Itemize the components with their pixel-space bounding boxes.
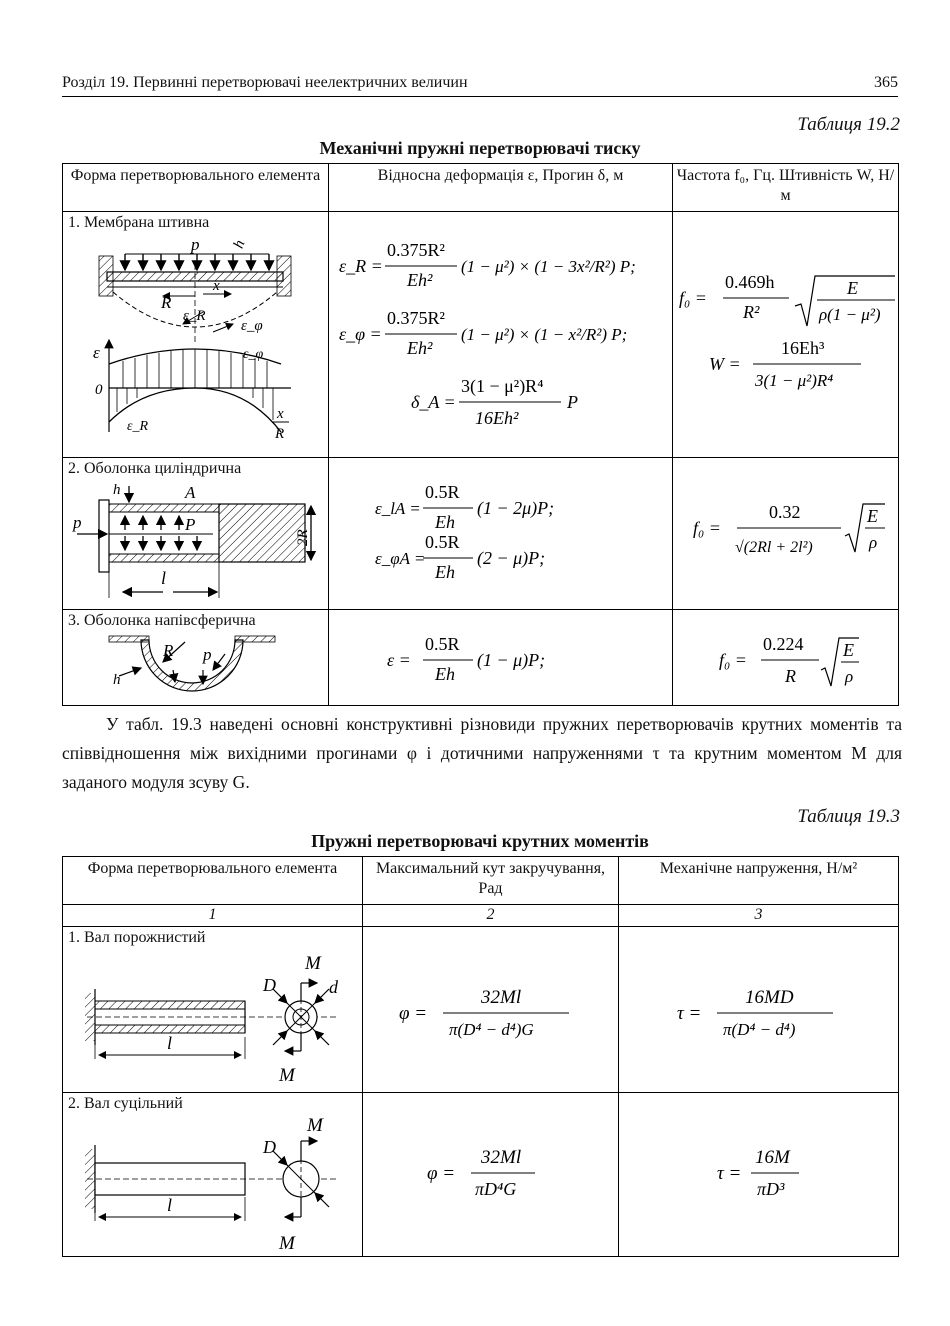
table-19-3-caption: Таблиця 19.3 — [797, 806, 900, 827]
fig4-label-l: l — [167, 1033, 173, 1053]
t2-row2-tau — [619, 1093, 899, 1257]
t1-row2-formulas — [329, 458, 673, 610]
formula-W-num: 16Eh³ — [781, 338, 825, 358]
fig2-label-P: P — [185, 515, 196, 534]
fig5-label-l: l — [167, 1195, 173, 1215]
formula-delta-tail: P — [567, 392, 578, 412]
formula-f0c-sqrt-num: E — [867, 506, 878, 526]
formula-tau1-num: 16MD — [745, 987, 794, 1008]
fig-label-ephi-plot: ε_φ — [243, 347, 264, 362]
fig-label-zero: 0 — [95, 382, 103, 398]
table-19-2-caption: Таблиця 19.2 — [797, 114, 900, 135]
formula-epsR-tail: (1 − μ²) × (1 − 3x²/R²) P; — [461, 257, 636, 276]
fig3-label-p: p — [203, 645, 212, 664]
fig2-label-2R: 2R — [295, 529, 311, 546]
t1-row1-label: 1. Мембрана штивна — [68, 214, 210, 231]
formula-epsR-lhs: ε_R = — [339, 256, 383, 276]
t1-header-form: Форма перетворювального елемента — [63, 164, 329, 212]
formula-f0-sqrt-num: E — [847, 278, 858, 298]
fig3-label-h: h — [113, 672, 121, 688]
fig-label-R-axis: R — [275, 426, 285, 442]
t1-row1-frequency — [673, 212, 899, 458]
formula-f0h-num: 0.224 — [763, 634, 804, 654]
formula-ephiA-tail: (2 − μ)P; — [477, 548, 546, 568]
t2-header-angle: Максимальний кут закручування, Рад — [363, 857, 619, 905]
t1-row3-formulas — [329, 610, 673, 706]
page-number: 365 — [874, 74, 898, 91]
fig-label-p: p — [191, 235, 200, 254]
t1-row3-frequency — [673, 610, 899, 706]
formula-f0h-lhs: f₀ = — [719, 650, 747, 670]
formula-f0c-lhs: f₀ = — [693, 518, 721, 538]
body-paragraph: У табл. 19.3 наведені основні конструктивні різновиди пружних перетворювачів крутних моментів та співвідношення між вихідними прогинами φ і дотичними напруженнями τ та крутним моментом M для заданого модуля зсуву G. — [62, 714, 902, 792]
formula-ephi-den: Eh² — [407, 338, 433, 358]
formula-el-num: 0.5R — [425, 482, 460, 502]
fig4-label-M-top: M — [305, 953, 321, 974]
fig2-label-l: l — [161, 568, 167, 588]
t1-row1-form — [63, 212, 329, 458]
membrane-diagram — [63, 212, 329, 458]
t2-colnum-1: 1 — [63, 905, 363, 927]
formula-f0c-num: 0.32 — [769, 502, 801, 522]
formula-phi1-num: 32Ml — [481, 987, 522, 1008]
formula-tau1-lhs: τ = — [677, 1003, 702, 1024]
hemisphere-diagram — [63, 610, 329, 706]
formula-e3-den: Eh — [435, 664, 455, 684]
formula-el-lhs: ε_lA = — [375, 499, 421, 518]
formula-el-den: Eh — [435, 512, 455, 532]
fig-label-eps: ε — [93, 343, 100, 362]
formula-epsR-den: Eh² — [407, 270, 433, 290]
fig-label-x-axis: x — [277, 406, 284, 422]
formula-epsR-num: 0.375R² — [387, 240, 445, 260]
t2-header-stress: Механічне напруження, Н/м² — [619, 857, 899, 905]
t2-colnum-3: 3 — [619, 905, 899, 927]
formula-W-lhs: W = — [709, 354, 741, 374]
running-header — [62, 74, 898, 92]
t2-row1-phi — [363, 927, 619, 1093]
formula-phi1-den: π(D⁴ − d⁴)G — [449, 1020, 534, 1039]
formula-delta-lhs: δ_A = — [411, 392, 456, 412]
cylinder-diagram — [63, 458, 329, 610]
formula-ephi-lhs: ε_φ = — [339, 324, 382, 344]
section-title: Розділ 19. Первинні перетворювачі неелектричних величин — [62, 74, 468, 91]
t1-header-frequency: Частота f₀, Гц. Штивність W, Н/м — [673, 164, 899, 212]
formula-e3-lhs: ε = — [387, 650, 411, 670]
formula-f0h-den: R — [785, 666, 796, 686]
formula-ephiA-den: Eh — [435, 562, 455, 582]
table-19-2 — [62, 163, 899, 706]
t2-row1-label: 1. Вал порожнистий — [68, 929, 206, 946]
formula-f0h-sqrt-den: ρ — [845, 667, 854, 686]
t1-header-deformation: Відносна деформація ε, Прогин δ, м — [329, 164, 673, 212]
formula-phi2-den: πD⁴G — [475, 1179, 517, 1199]
table-19-3-title: Пружні перетворювачі крутних моментів — [311, 831, 649, 851]
fig5-label-D: D — [263, 1137, 276, 1157]
t2-row1-tau — [619, 927, 899, 1093]
fig2-label-p: p — [73, 513, 82, 532]
formula-ephiA-lhs: ε_φA = — [375, 549, 426, 568]
formula-tau1-den: π(D⁴ − d⁴) — [723, 1020, 796, 1039]
formula-f0-lhs: f₀ = — [679, 288, 707, 308]
fig-label-h: h — [230, 238, 249, 251]
formula-f0c-den: √(2Rl + 2l²) — [735, 539, 813, 556]
t1-row2-label: 2. Оболонка циліндрична — [68, 460, 242, 477]
formula-tau2-num: 16M — [755, 1147, 790, 1168]
t1-row2-frequency — [673, 458, 899, 610]
table-19-2-title: Механічні пружні перетворювачі тиску — [319, 138, 641, 158]
t2-colnum-2: 2 — [363, 905, 619, 927]
header-rule — [62, 96, 898, 97]
formula-W-den: 3(1 − μ²)R⁴ — [755, 371, 834, 390]
fig-label-x: x — [213, 278, 220, 294]
formula-ephi-tail: (1 − μ²) × (1 − x²/R²) P; — [461, 325, 628, 344]
formula-phi2-lhs: φ = — [427, 1163, 456, 1184]
t2-row1-form — [63, 927, 363, 1093]
formula-phi1-lhs: φ = — [399, 1003, 428, 1024]
fig-label-epsR: ε_R — [183, 308, 206, 324]
hollow-shaft-diagram — [63, 927, 363, 1093]
fig-label-epsR-plot: ε_R — [127, 419, 149, 434]
fig4-label-D: D — [263, 975, 276, 995]
formula-e3-num: 0.5R — [425, 634, 460, 654]
fig2-label-h: h — [113, 482, 121, 498]
fig-label-ephi: ε_φ — [241, 318, 263, 334]
fig2-label-A: A — [185, 483, 196, 502]
t1-row3-label: 3. Оболонка напівсферична — [68, 612, 256, 629]
fig-label-R: R — [161, 293, 172, 312]
t1-row1-formulas — [329, 212, 673, 458]
formula-phi2-num: 32Ml — [481, 1147, 522, 1168]
table-19-3 — [62, 856, 899, 1257]
formula-f0c-sqrt-den: ρ — [869, 533, 878, 552]
formula-ephiA-num: 0.5R — [425, 532, 460, 552]
t2-row2-phi — [363, 1093, 619, 1257]
formula-delta-num: 3(1 − μ²)R⁴ — [461, 376, 544, 396]
formula-f0-sqrt-den: ρ(1 − μ²) — [819, 305, 881, 324]
t1-row2-form — [63, 458, 329, 610]
solid-shaft-diagram — [63, 1093, 363, 1257]
formula-f0-den: R² — [743, 302, 760, 322]
t2-row2-form — [63, 1093, 363, 1257]
t2-header-form: Форма перетворювального елемента — [63, 857, 363, 905]
formula-e3-tail: (1 − μ)P; — [477, 650, 546, 670]
fig4-label-d: d — [329, 977, 338, 997]
formula-tau2-lhs: τ = — [717, 1163, 742, 1184]
formula-delta-den: 16Eh² — [475, 408, 519, 428]
fig5-label-M-bottom: M — [279, 1233, 295, 1254]
formula-el-tail: (1 − 2μ)P; — [477, 498, 555, 518]
formula-ephi-num: 0.375R² — [387, 308, 445, 328]
formula-tau2-den: πD³ — [757, 1179, 785, 1199]
t1-row3-form — [63, 610, 329, 706]
fig4-label-M-bottom: M — [279, 1065, 295, 1086]
formula-f0h-sqrt-num: E — [843, 640, 854, 660]
fig3-label-R: R — [163, 641, 174, 660]
formula-f0-num: 0.469h — [725, 272, 775, 292]
t2-row2-label: 2. Вал суцільний — [68, 1095, 183, 1112]
fig5-label-M-top: M — [307, 1115, 323, 1136]
